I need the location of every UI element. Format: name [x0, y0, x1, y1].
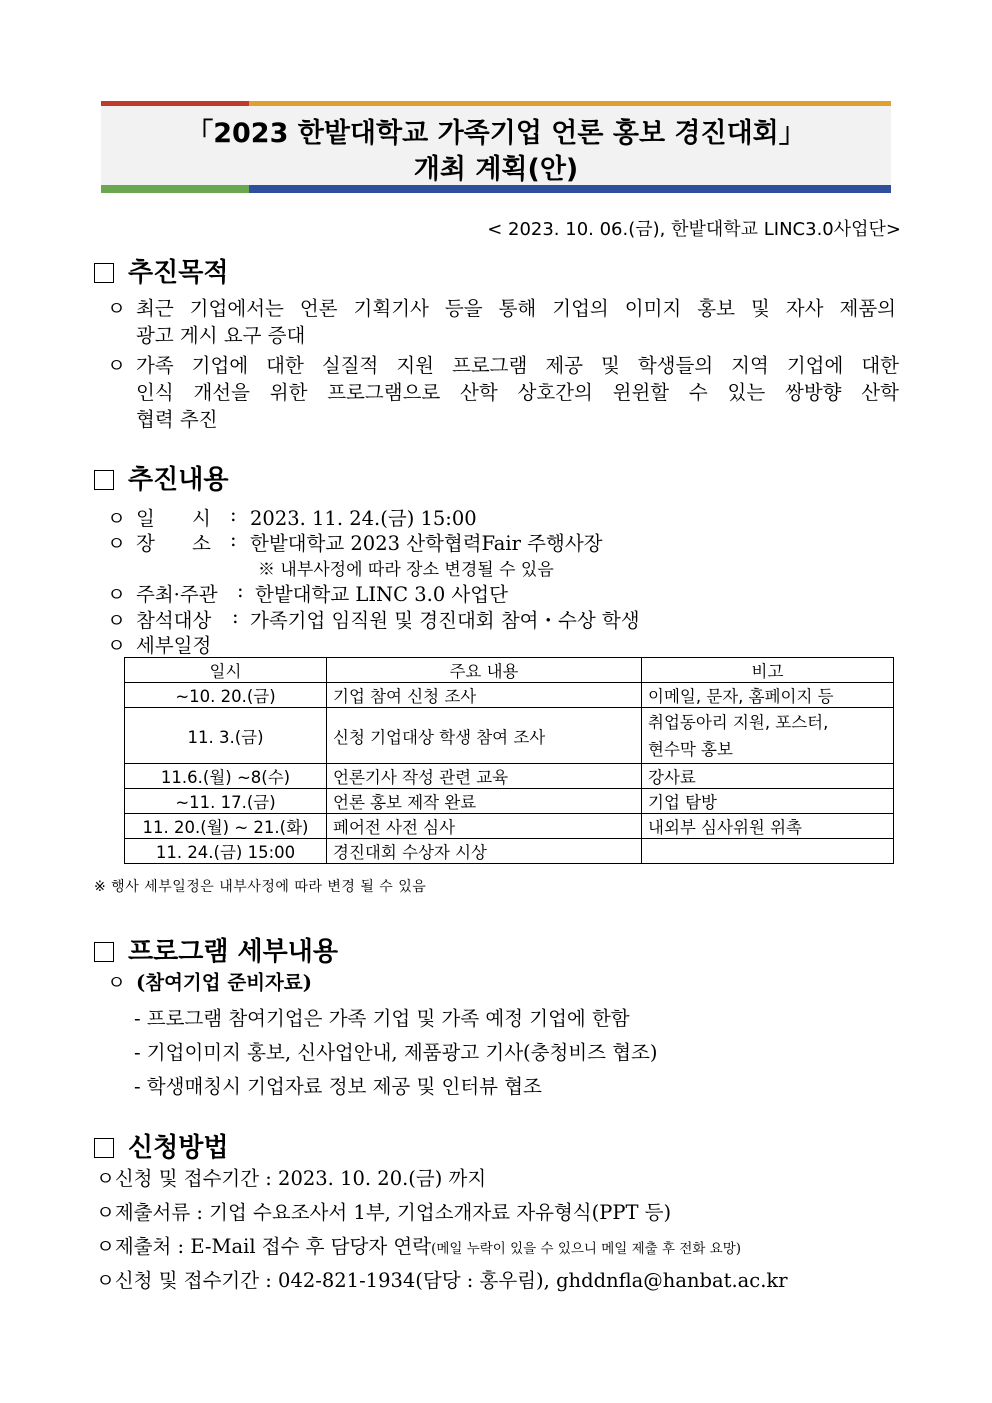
program-dash-2: - 기업이미지 홍보, 신사업안내, 제품광고 기사(충청비즈 협조)	[134, 1041, 658, 1064]
content-item-place-value: 한밭대학교 2023 산학협력Fair 주행사장	[250, 532, 603, 555]
purpose-bullet-1-line2: 광고 게시 요구 증대	[136, 324, 306, 347]
table-row	[125, 764, 894, 789]
bullet-marker: ㅇ	[107, 634, 126, 657]
content-item-host-label: 주최·주관	[136, 583, 218, 606]
table-row	[125, 814, 894, 839]
table-cell-note: 내외부 심사위원 위촉	[642, 814, 894, 839]
bullet-marker: ㅇ	[107, 507, 126, 530]
apply-contact: ㅇ신청 및 접수기간 : 042-821-1934(담당 : 홍우림), ghddnfla@hanbat.ac.kr	[96, 1269, 788, 1292]
section-heading-content	[94, 459, 228, 496]
content-item-host-value: 한밭대학교 LINC 3.0 사업단	[255, 583, 508, 606]
colon: :	[230, 528, 237, 551]
colon: :	[230, 503, 237, 526]
bullet-marker: ㅇ	[107, 583, 126, 606]
table-cell-note: 이메일, 문자, 홈페이지 등	[642, 683, 894, 708]
table-cell-content: 경진대회 수상자 시상	[327, 839, 642, 864]
table-cell-content: 페어전 사전 심사	[327, 814, 642, 839]
table-row	[125, 789, 894, 814]
table-cell-date: ~10. 20.(금)	[125, 683, 327, 708]
table-row	[125, 708, 894, 764]
table-cell-date: 11. 3.(금)	[125, 708, 327, 764]
purpose-bullet-1-line1: 최근 기업에서는 언론 기획기사 등을 통해 기업의 이미지 홍보 및 자사 제품의	[136, 297, 896, 320]
colon: :	[237, 579, 244, 602]
table-cell-content: 언론기사 작성 관련 교육	[327, 764, 642, 789]
table-cell-note	[642, 708, 894, 764]
section-heading-label: 추진목적	[128, 258, 229, 288]
bullet-marker: ㅇ	[107, 971, 126, 994]
apply-period: ㅇ신청 및 접수기간 : 2023. 10. 20.(금) 까지	[96, 1167, 487, 1190]
table-row	[125, 683, 894, 708]
bullet-marker: ㅇ	[107, 532, 126, 555]
purpose-bullet-2-line3: 협력 추진	[136, 408, 218, 431]
bullet-marker: ㅇ	[107, 354, 126, 377]
content-item-schedule-label: 세부일정	[136, 634, 212, 657]
dateline: < 2023. 10. 06.(금), 한밭대학교 LINC3.0사업단>	[487, 219, 901, 240]
table-cell-note: 강사료	[642, 764, 894, 789]
table-cell-note-line: 현수막 홍보	[648, 739, 733, 759]
colon: :	[232, 605, 239, 628]
table-cell-content: 신청 기업대상 학생 참여 조사	[327, 708, 642, 764]
checkbox-square-icon	[94, 942, 114, 962]
table-cell-note-line: 취업동아리 지원, 포스터,	[648, 712, 829, 732]
table-row	[125, 839, 894, 864]
purpose-bullet-2-line1: 가족 기업에 대한 실질적 지원 프로그램 제공 및 학생들의 지역 기업에 대한	[136, 354, 899, 377]
checkbox-square-icon	[94, 1138, 114, 1158]
section-heading-label: 신청방법	[128, 1133, 229, 1163]
bullet-marker: ㅇ	[107, 609, 126, 632]
section-heading-apply	[94, 1127, 228, 1164]
table-header-cell: 주요 내용	[327, 658, 642, 683]
bottom-bar-blue	[249, 185, 891, 193]
content-item-date-label: 일 시	[136, 507, 211, 530]
section-heading-label: 추진내용	[128, 465, 229, 495]
bullet-marker: ㅇ	[107, 297, 126, 320]
apply-submit-to	[96, 1231, 741, 1259]
table-cell-date: 11. 20.(월) ~ 21.(화)	[125, 814, 327, 839]
table-cell-note	[642, 839, 894, 864]
content-item-target-label: 참석대상	[136, 609, 212, 632]
purpose-bullet-2-line2: 인식 개선을 위한 프로그램으로 산학 상호간의 윈윈할 수 있는 쌍방향 산학	[136, 381, 899, 404]
apply-submit-note: (메일 누락이 있을 수 있으니 메일 제출 후 전화 요망)	[431, 1241, 742, 1257]
schedule-table	[124, 657, 894, 864]
checkbox-square-icon	[94, 470, 114, 490]
content-item-target-value: 가족기업 임직원 및 경진대회 참여・수상 학생	[250, 609, 640, 632]
bottom-bar-green	[101, 185, 249, 193]
content-item-date-value: 2023. 11. 24.(금) 15:00	[250, 507, 477, 530]
page-title-line2: 개최 계획(안)	[413, 154, 579, 185]
section-heading-label: 프로그램 세부내용	[128, 937, 338, 967]
content-place-note: ※ 내부사정에 따라 장소 변경될 수 있음	[258, 560, 554, 580]
table-header-row	[125, 658, 894, 683]
table-cell-date: 11.6.(월) ~8(수)	[125, 764, 327, 789]
program-dash-3: - 학생매칭시 기업자료 정보 제공 및 인터뷰 협조	[134, 1075, 542, 1098]
checkbox-square-icon	[94, 263, 114, 283]
apply-submit-text: ㅇ제출처 : E-Mail 접수 후 담당자 연락	[96, 1235, 432, 1258]
program-subheading: (참여기업 준비자료)	[136, 971, 312, 994]
table-cell-content: 언론 홍보 제작 완료	[327, 789, 642, 814]
program-dash-1: - 프로그램 참여기업은 가족 기업 및 가족 예정 기업에 한함	[134, 1007, 630, 1030]
content-item-place-label: 장 소	[136, 532, 211, 555]
table-cell-date: ~11. 17.(금)	[125, 789, 327, 814]
section-heading-program	[94, 931, 338, 968]
schedule-note: ※ 행사 세부일정은 내부사정에 따라 변경 될 수 있음	[94, 879, 427, 895]
section-heading-purpose	[94, 252, 228, 289]
table-header-cell: 일시	[125, 658, 327, 683]
table-header-cell: 비고	[642, 658, 894, 683]
apply-documents: ㅇ제출서류 : 기업 수요조사서 1부, 기업소개자료 자유형식(PPT 등)	[96, 1201, 672, 1224]
table-cell-note: 기업 탐방	[642, 789, 894, 814]
table-cell-content: 기업 참여 신청 조사	[327, 683, 642, 708]
page-title-line1: 「2023 한밭대학교 가족기업 언론 홍보 경진대회」	[186, 118, 806, 149]
table-cell-date: 11. 24.(금) 15:00	[125, 839, 327, 864]
